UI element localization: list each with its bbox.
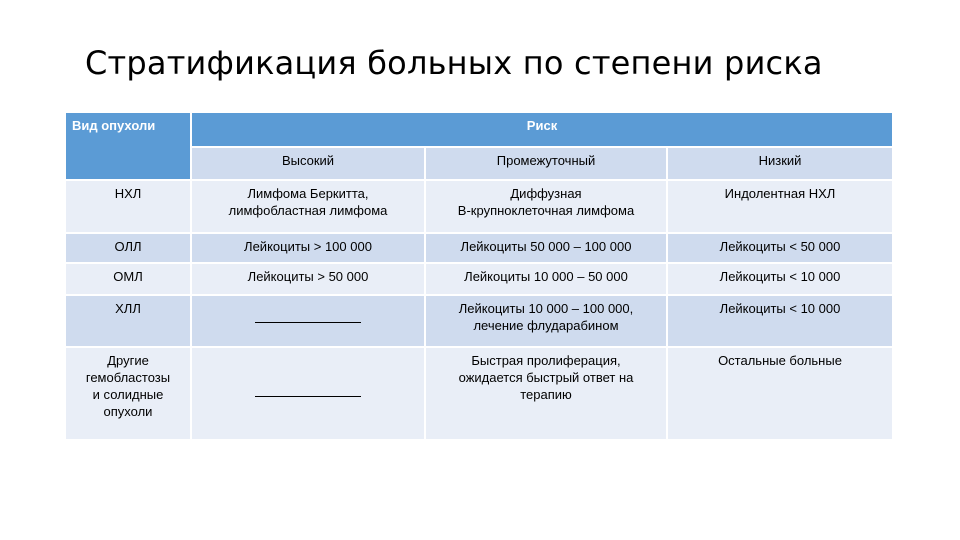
risk-table — [66, 113, 894, 441]
intermediate-risk-cell: Лейкоциты 50 000 – 100 000 — [425, 233, 667, 263]
cell-line: Лейкоциты 10 000 – 100 000, — [458, 301, 634, 316]
header-risk: Риск — [191, 113, 893, 147]
empty-value-dash — [255, 396, 361, 397]
intermediate-risk-cell — [425, 295, 667, 347]
risk-level-low: Низкий — [667, 147, 893, 180]
slide-title: Стратификация больных по степени риска — [85, 44, 823, 82]
cell-line: терапию — [520, 387, 572, 402]
high-risk-cell — [191, 295, 425, 347]
risk-levels-row — [66, 147, 893, 180]
low-risk-cell: Лейкоциты < 10 000 — [667, 263, 893, 295]
risk-level-intermediate: Промежуточный — [425, 147, 667, 180]
intermediate-risk-cell — [425, 180, 667, 233]
tumor-type-cell: ОМЛ — [66, 263, 191, 295]
cell-line: Другие — [107, 353, 149, 368]
empty-value-dash — [255, 322, 361, 323]
cell-line: опухоли — [103, 404, 153, 419]
low-risk-cell — [667, 180, 893, 233]
tumor-type-cell — [66, 347, 191, 440]
table-row — [66, 347, 893, 440]
cell-line: Диффузная — [510, 186, 582, 201]
cell-line: и солидные — [92, 387, 164, 402]
high-risk-cell — [191, 347, 425, 440]
cell-line: лечение флударабином — [473, 318, 619, 333]
table-row — [66, 295, 893, 347]
high-risk-cell: Лейкоциты > 50 000 — [191, 263, 425, 295]
table-header-row — [66, 113, 893, 147]
intermediate-risk-cell — [425, 347, 667, 440]
intermediate-risk-cell: Лейкоциты 10 000 – 50 000 — [425, 263, 667, 295]
cell-line: Индолентная НХЛ — [724, 186, 836, 201]
low-risk-cell: Остальные больные — [667, 347, 893, 440]
tumor-type-cell: ОЛЛ — [66, 233, 191, 263]
cell-line: Лимфома Беркитта, — [247, 186, 369, 201]
tumor-type-cell: ХЛЛ — [66, 295, 191, 347]
high-risk-cell: Лейкоциты > 100 000 — [191, 233, 425, 263]
low-risk-cell: Лейкоциты < 10 000 — [667, 295, 893, 347]
header-tumor-type: Вид опухоли — [66, 113, 191, 180]
high-risk-cell — [191, 180, 425, 233]
cell-line: ожидается быстрый ответ на — [458, 370, 634, 385]
cell-line: Быстрая пролиферация, — [471, 353, 621, 368]
table-row — [66, 263, 893, 295]
cell-line: В-крупноклеточная лимфома — [457, 203, 635, 218]
risk-level-high: Высокий — [191, 147, 425, 180]
low-risk-cell: Лейкоциты < 50 000 — [667, 233, 893, 263]
table-row — [66, 180, 893, 233]
cell-line: лимфобластная лимфома — [228, 203, 388, 218]
table-row — [66, 233, 893, 263]
tumor-type-cell: НХЛ — [66, 180, 191, 233]
cell-line: гемобластозы — [85, 370, 171, 385]
